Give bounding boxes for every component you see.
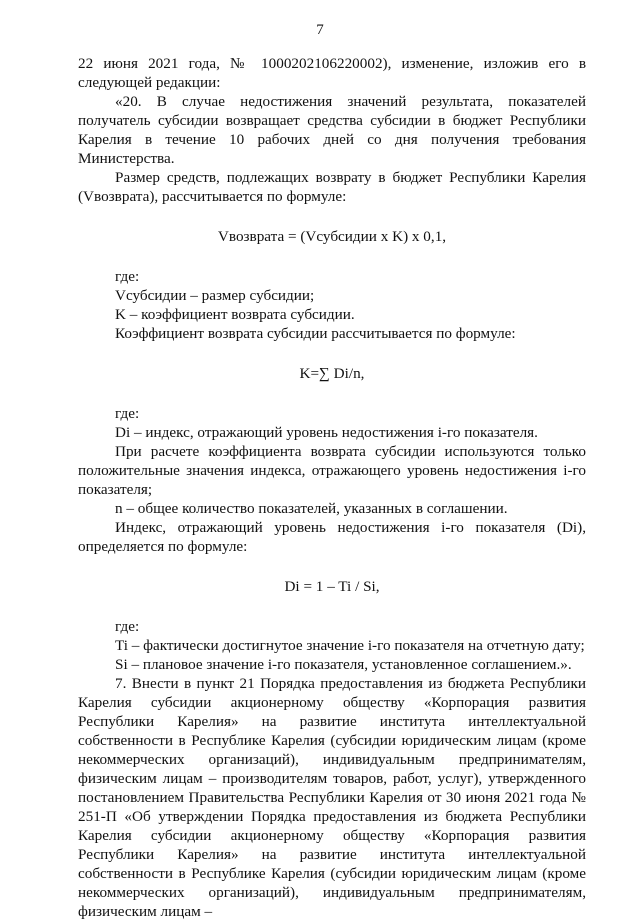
definition-si: Si – плановое значение i-го показателя, установленное соглашением.».	[115, 656, 572, 673]
paragraph-clause-20: «20. В случае недостижения значений результата, показателей получатель субсидии возвращает средства субсидии в бюджет Республики Карелия в течение 10 рабочих дней со дня получения требования Министерства.	[78, 93, 586, 167]
formula-index: Di = 1 – Ti / Si,	[284, 578, 380, 595]
where-label-3: где:	[115, 618, 140, 635]
definition-v-subsidy: Vсубсидии – размер субсидии;	[115, 287, 315, 304]
definition-di: Di – индекс, отражающий уровень недостижения i-го показателя.	[115, 424, 538, 441]
definition-n: n – общее количество показателей, указанных в соглашении.	[115, 500, 508, 517]
formula-coefficient: K=∑ Di/n,	[299, 365, 365, 382]
where-label-2: где:	[115, 405, 140, 422]
document-body	[78, 54, 586, 921]
paragraph-coefficient: Коэффициент возврата субсидии рассчитывается по формуле:	[115, 325, 516, 342]
page-number: 7	[316, 22, 324, 38]
paragraph-continuation: 22 июня 2021 года, № 1000202106220002), изменение, изложив его в следующей редакции:	[78, 55, 586, 91]
definition-k: K – коэффициент возврата субсидии.	[115, 306, 355, 323]
formula-return-amount: Vвозврата = (Vсубсидии x K) x 0,1,	[217, 228, 447, 245]
paragraph-item-7: 7. Внести в пункт 21 Порядка предоставления из бюджета Республики Карелия субсидии акционерному обществу «Корпорация развития Республики Карелия» на развитие института интеллектуальной собственности в Республике Карелия (субсидии юридическим лицам (кроме некоммерческих организаций), индивидуальным предпринимателям, физическим лицам – производителям товаров, работ, услуг), утвержденного постановлением Правительства Республики Карелия от 30 июня 2021 года № 251-П «Об утверждении Порядка предоставления из бюджета Республики Карелия субсидии акционерному обществу «Корпорация развития Республики Карелия» на развитие института интеллектуальной собственности в Республике Карелия (субсидии юридическим лицам (кроме некоммерческих организаций), индивидуальным предпринимателям, физическим лицам –	[78, 675, 586, 920]
paragraph-positive-values: При расчете коэффициента возврата субсидии используются только положительные значения индекса, отражающего уровень недостижения i-го показателя;	[78, 443, 586, 498]
definition-ti: Ti – фактически достигнутое значение i-го показателя на отчетную дату;	[115, 637, 585, 654]
paragraph-return-amount: Размер средств, подлежащих возврату в бюджет Республики Карелия (Vвозврата), рассчитывается по формуле:	[78, 169, 586, 205]
paragraph-index: Индекс, отражающий уровень недостижения i-го показателя (Di), определяется по формуле:	[78, 519, 586, 555]
where-label-1: где:	[115, 268, 140, 285]
